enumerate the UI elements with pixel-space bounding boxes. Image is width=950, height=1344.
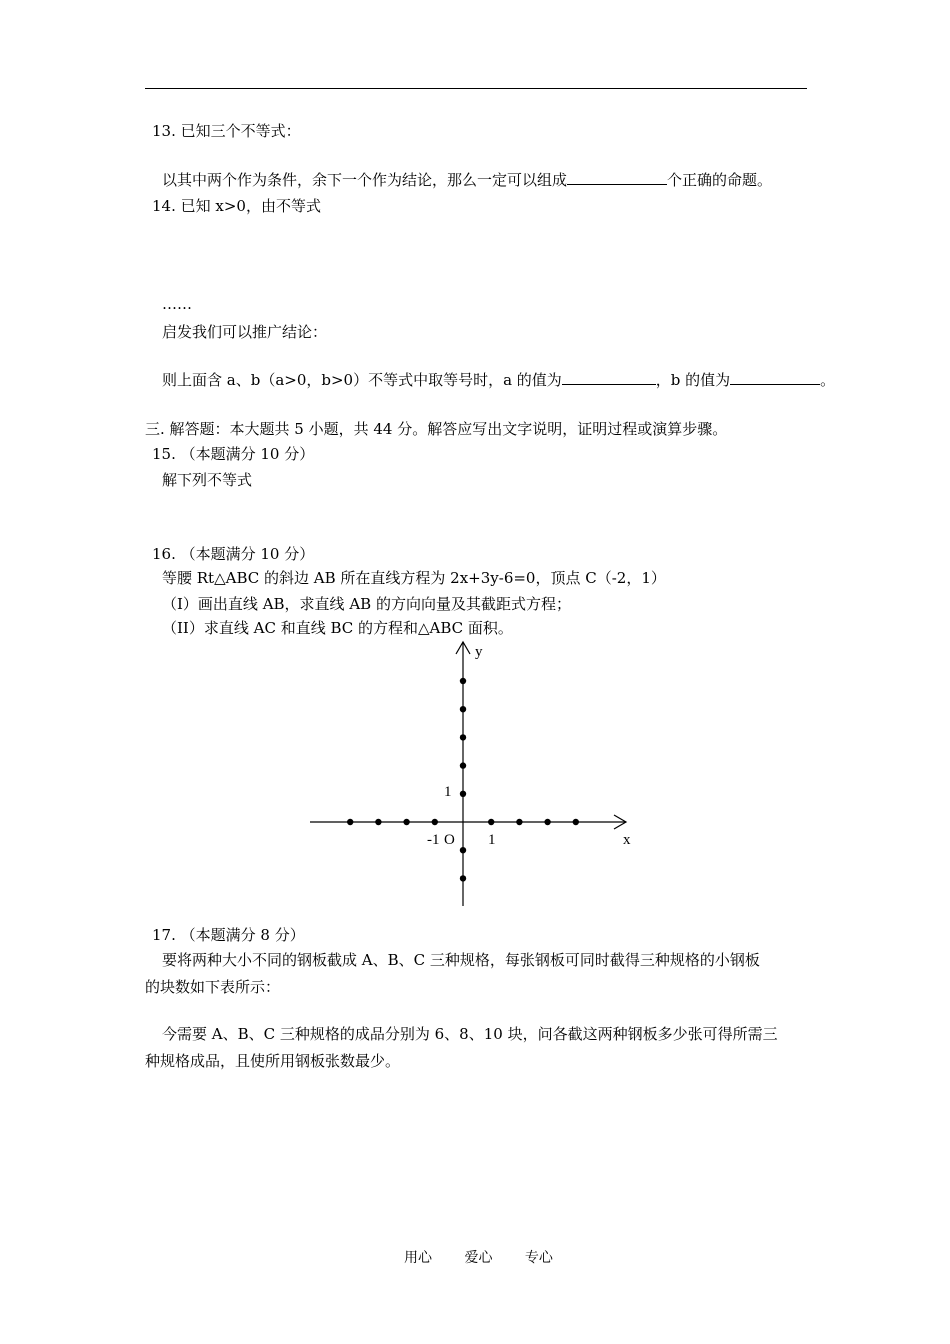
ellipsis: ……	[162, 295, 192, 313]
neg-one-tick-label: -1	[427, 832, 440, 848]
x-axis-dot	[375, 819, 381, 825]
y-axis-dot	[460, 875, 466, 881]
q17-line4: 种规格成品，且使所用钢板张数最少。	[145, 1052, 401, 1070]
q13-text: 以其中两个作为条件，余下一个作为结论，那么一定可以组成 个正确的命题。	[162, 171, 773, 189]
origin-label: O	[444, 832, 455, 848]
y-axis-dot	[460, 678, 466, 684]
y-axis-dot	[460, 734, 466, 740]
q17-title: 17. （本题满分 8 分）	[152, 926, 305, 944]
q15-text: 解下列不等式	[162, 471, 253, 489]
x-axis-dot	[432, 819, 438, 825]
q13-title: 13. 已知三个不等式：	[152, 122, 301, 140]
y-axis-dot	[460, 847, 466, 853]
x-axis-dot	[347, 819, 353, 825]
x-axis-dot	[573, 819, 579, 825]
q17-line1: 要将两种大小不同的钢板截成 A、B、C 三种规格，每张钢板可同时截得三种规格的小钢板	[162, 951, 760, 969]
x-axis-dot	[403, 819, 409, 825]
header-rule	[145, 88, 807, 89]
answer-blank-a[interactable]	[562, 370, 656, 385]
x-axis-dot	[516, 819, 522, 825]
coordinate-axes	[300, 636, 650, 911]
footer-item: 用心	[404, 1250, 432, 1266]
footer-item: 专心	[524, 1250, 553, 1266]
y-axis-dot	[460, 791, 466, 797]
q16-part1: （I）画出直线 AB，求直线 AB 的方向向量及其截距式方程；	[162, 595, 571, 613]
q16-part2: （II）求直线 AC 和直线 BC 的方程和△ABC 面积。	[162, 619, 513, 637]
answer-blank-b[interactable]	[730, 370, 820, 385]
section-heading: 三. 解答题：本大题共 5 小题，共 44 分。解答应写出文字说明，证明过程或演算步骤。	[145, 420, 728, 438]
q16-text: 等腰 Rt△ABC 的斜边 AB 所在直线方程为 2x+3y-6=0，顶点 C（-2，1）	[162, 569, 666, 587]
footer	[390, 1248, 567, 1268]
x-one-tick-label: 1	[488, 832, 496, 848]
q14-text: 启发我们可以推广结论：	[162, 323, 328, 341]
y-axis-dot	[460, 706, 466, 712]
q14-title: 14. 已知 x>0，由不等式	[152, 197, 321, 215]
x-axis-dot	[544, 819, 550, 825]
answer-blank[interactable]	[567, 170, 667, 185]
q17-line2: 的块数如下表所示：	[145, 978, 281, 996]
footer-item: 爱心	[464, 1250, 493, 1266]
x-axis-dot	[488, 819, 494, 825]
x-axis-label: x	[623, 832, 631, 848]
q14-question: 则上面含 a、b（a>0，b>0）不等式中取等号时，a 的值为 ，b 的值为 。	[162, 371, 836, 389]
q16-title: 16. （本题满分 10 分）	[152, 545, 315, 563]
y-axis-label: y	[475, 644, 483, 660]
q15-title: 15. （本题满分 10 分）	[152, 445, 315, 463]
q17-line3: 今需要 A、B、C 三种规格的成品分别为 6、8、10 块，问各截这两种钢板多少张可得所需三	[162, 1025, 778, 1043]
y-one-tick-label: 1	[444, 784, 452, 800]
y-axis-dot	[460, 762, 466, 768]
